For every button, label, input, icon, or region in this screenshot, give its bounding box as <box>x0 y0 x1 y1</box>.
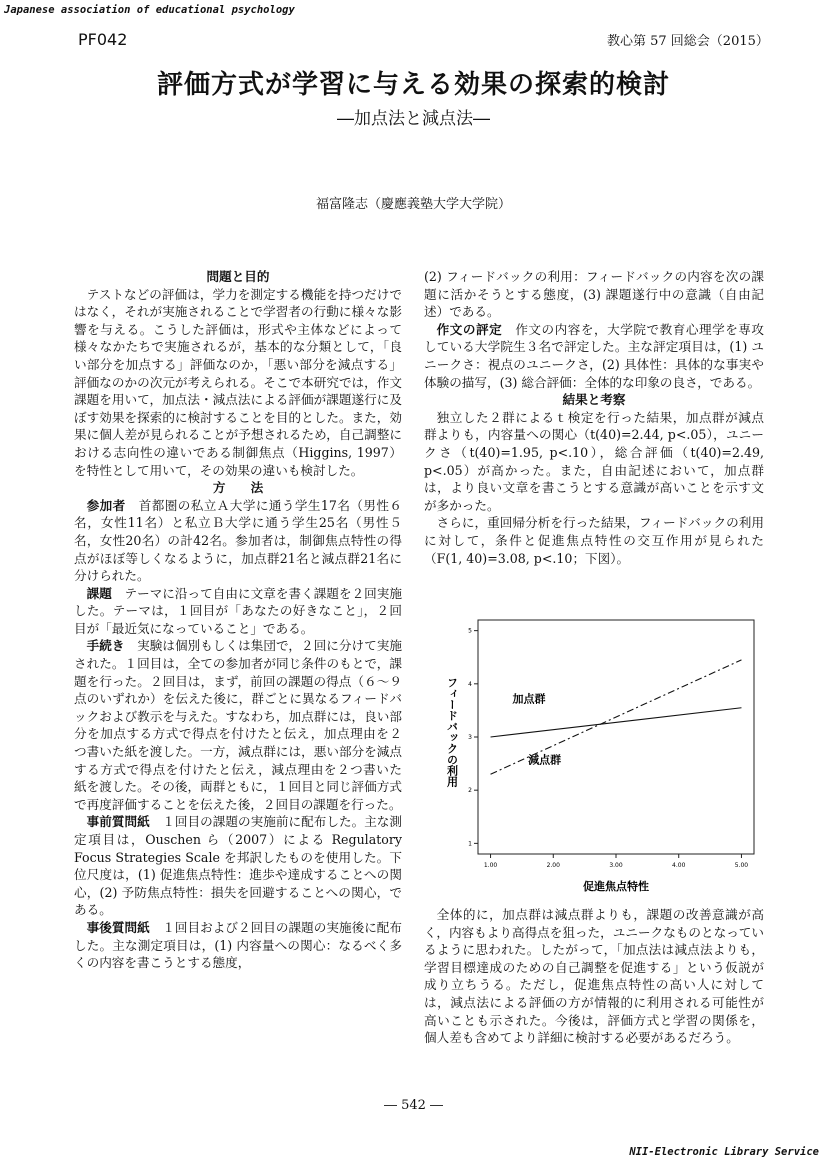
paper-subtitle: ―加点法と減点法― <box>337 109 490 129</box>
series-label-2: 減点群 <box>528 753 562 767</box>
series-line-1 <box>491 708 742 737</box>
x-tick-label: 3.00 <box>609 862 623 869</box>
y-tick-label: 3 <box>468 734 472 741</box>
section-heading-method: 方 法 <box>212 480 264 496</box>
right-column-top <box>424 268 764 567</box>
author: 福富隆志（慶應義塾大学大学院） <box>315 197 511 212</box>
evaluation-lead: 作文の評定 <box>436 321 503 337</box>
participants-lead: 参加者 <box>86 497 126 513</box>
footer-service: NII-Electronic Library Service <box>629 1146 819 1158</box>
pre-questionnaire-paragraph: 事前質問紙 １回目の課題の実施前に配布した。主な測定項目は，Ouschen ら（2007）による Regulatory Focus Strategies Scale を邦訳したものを使用した。下位尺度は，(1) 促進焦点特性：進歩や達成することへの関心，(2) 予防焦点特性：損失を回避することへの関心，である。 <box>74 814 403 918</box>
continued-paragraph: (2) フィードバックの利用：フィードバックの内容を次の課題に活かそうとする態度，(3) 課題遂行中の意識（自由記述）である。 <box>424 269 764 320</box>
y-tick-label: 2 <box>468 787 472 795</box>
procedure-paragraph: 手続き 実験は個別もしくは集団で，２回に分けて実施された。１回目は，全ての参加者が同じ条件のもとで，課題を行った。２回目は，まず，前回の課題の得点（６～９点のいずれか）を伝えた後に，群ごとに異なるフィードバックおよび教示を与えた。すなわち，加点群には，良い部分を加点する方式で得点を付けたと伝え，加点理由を２つ書いた紙を渡した。一方，減点群には，悪い部分を減点する方式で得点を付けたと伝え，減点理由を２つ書いた紙を渡した。その後，両群ともに，１回目と同じ評価方式で再度評価することを伝えた後，２回目の課題を行った。 <box>74 638 403 812</box>
x-tick-label: 1.00 <box>483 862 498 869</box>
x-tick-label: 4.00 <box>672 862 686 869</box>
section-heading-intro: 問題と目的 <box>206 269 270 284</box>
intro-paragraph: テストなどの評価は，学力を測定する機能を持つだけではなく，それが実施されることで学習者の行動に様々な影響を与える。こうした評価は，形式や主体などによって様々なかたちで実施されるが，基本的な分類として，「良い部分を加点する」評価なのか，「悪い部分を減点する」評価なのかの次元が考えられる。そこで本研究では，作文課題を用いて，加点法・減点法による評価が課題遂行に及ぼす効果を探索的に検討することを目的とした。また，効果に個人差が見られることが予想されるため，自己調整における志向性の違いである制御焦点（Higgins, 1997）を特性として用いて，その効果の違いも検討した。 <box>74 286 402 478</box>
left-column <box>74 268 402 972</box>
x-axis-label: 促進焦点特性 <box>583 880 649 893</box>
plot-frame <box>478 620 754 854</box>
interaction-chart <box>445 608 778 898</box>
series-label-1: 加点群 <box>512 692 546 706</box>
y-tick-label: 4 <box>468 680 472 688</box>
y-tick-label: 1 <box>468 840 472 848</box>
post-questionnaire-lead: 事後質問紙 <box>86 919 150 935</box>
y-tick-label: 5 <box>468 627 472 635</box>
participants-paragraph: 参加者 首都圏の私立Ａ大学に通う学生17名（男性６名，女性11名）と私立Ｂ大学に通う学生25名（男性５名，女性20名）の計42名。参加者は，制御焦点特性の得点がほぼ等しくなるように，加点群21名と減点群21名に分けられた。 <box>74 497 403 584</box>
procedure-lead: 手続き <box>86 638 125 654</box>
x-tick-label: 5.00 <box>734 862 749 869</box>
pre-questionnaire-lead: 事前質問紙 <box>86 814 150 830</box>
task-lead: 課題 <box>86 585 112 601</box>
post-questionnaire-paragraph: 事後質問紙 １回目および２回目の課題の実施後に配布した。主な測定項目は，(1) 内容量への関心：なるべく多くの内容を書こうとする態度， <box>74 919 403 971</box>
evaluation-paragraph: 作文の評定 作文の内容を，大学院で教育心理学を専攻している大学院生３名で評定した。主な評定項目は，(1) ユニークさ：視点のユニークさ，(2) 具体性：具体的な事実や体験の描写，(3) 総合評価：全体的な印象の良さ，である。 <box>424 321 765 390</box>
results-paragraph-2: さらに，重回帰分析を行った結果，フィードバックの利用に対して，条件と促進焦点特性の交互作用が見られた（F(1, 40)=3.08, p<.10；下図）。 <box>424 515 764 566</box>
right-column-bottom <box>424 906 764 1047</box>
poster-id: PF042 <box>78 30 128 49</box>
x-tick-label: 2.00 <box>546 862 560 869</box>
conference-label: 教心第 57 回総会（2015） <box>607 34 769 49</box>
paper-title: 評価方式が学習に与える効果の探索的検討 <box>156 70 670 100</box>
discussion-paragraph: 全体的に，加点群は減点群よりも，課題の改善意識が高く，内容もより高得点を狙った，ユニークなものとなっているように思われた。したがって，「加点法は減点法よりも，学習目標達成のための自己調整を促進する」という仮説が成り立ちうる。ただし，促進焦点特性の高い人に対しては，減点法による評価の方が情報的に利用される可能性が高いことも示された。今後は，評価方式と学習の関係を，個人差も含めてより詳細に検討する必要があるだろう。 <box>424 907 765 1046</box>
y-axis-label: フィードバックの利用 <box>445 677 459 787</box>
association-header: Japanese association of educational psychology <box>4 4 295 16</box>
results-paragraph-1: 独立した２群によるｔ検定を行った結果，加点群が減点群よりも，内容量への関心（t(40)=2.44, p<.05），ユニークさ（t(40)=1.95, p<.10），総合評価（t(40)=2.49, p<.05）が高かった。また，自由記述において，加点群は，より良い文章を書こうとする意識が高いことを示す文が多かった。 <box>424 409 764 513</box>
section-heading-results: 結果と考察 <box>562 392 626 408</box>
page-number: ― 542 ― <box>383 1098 444 1113</box>
task-paragraph: 課題 テーマに沿って自由に文章を書く課題を２回実施した。テーマは，１回目が「あなたの好きなこと」，２回目が「最近気になっていること」である。 <box>74 585 403 636</box>
